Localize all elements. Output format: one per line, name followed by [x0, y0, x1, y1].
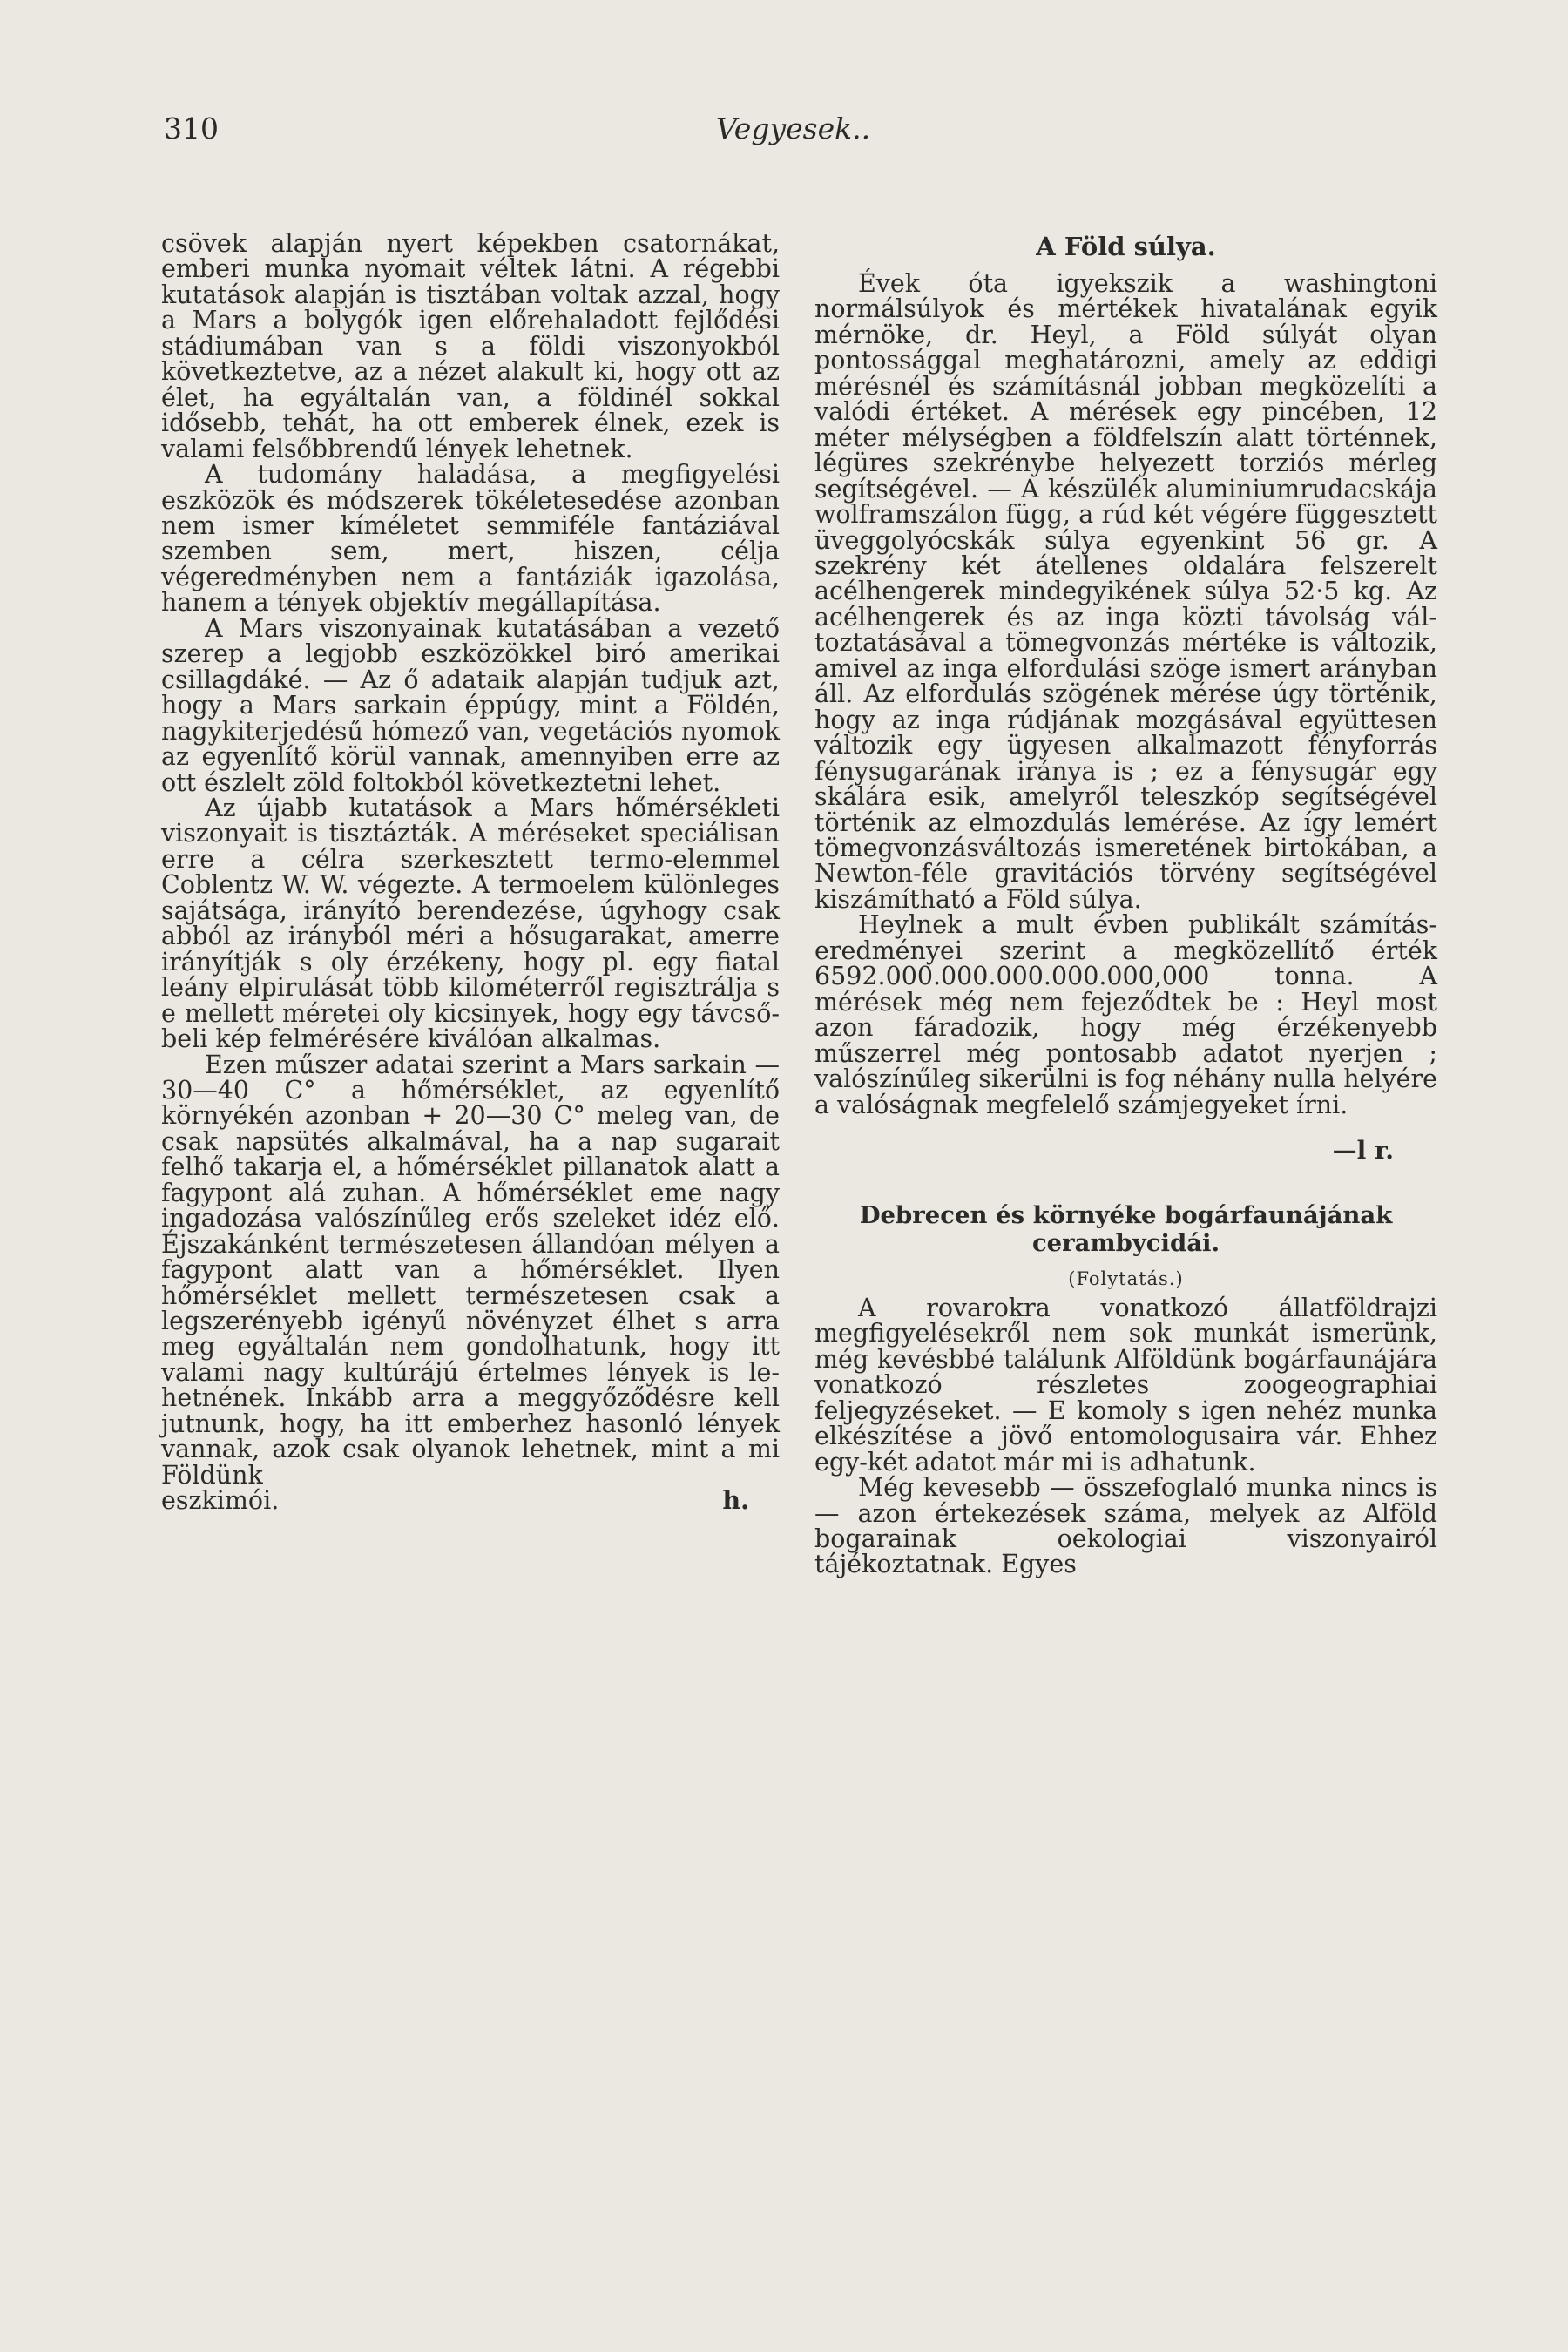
- author-signature: —l r.: [1332, 1135, 1394, 1165]
- right-column: [814, 231, 1437, 1578]
- paragraph: csövek alapján nyert képekben csatornákat, emberi munka nyomait véltek látni. A régebbi kutatások alapján is tisztában voltak azzal, hogy a Mars a bolygók igen előrehaladott fejlődési stádiumában van s a földi viszonyokból következtetve, az a nézet alakult ki, hogy ott az élet, ha egyáltalán van, a földinél sokkal idősebb, tehát, ha ott emberek élnek, ezek is valami felsőbbrendű lények lehetnek.: [161, 229, 780, 463]
- closing-line: [161, 1485, 780, 1516]
- running-head: [0, 112, 1568, 164]
- paragraph: Heylnek a mult évben publikált számítás-eredményei szerint a megközellítő érték 6592.000.000.000.000.000,000 tonna. A mérések még nem fejeződtek be : Heyl most azon fáradozik, hogy még érzékenyebb műszerrel még pontosabb adatot nyerjen ; valószínűleg sikerülni is fog néhány nulla helyére a valóságnak megfelelő számjegyeket írni.: [814, 910, 1437, 1119]
- section-title: A Föld súlya.: [1036, 232, 1216, 261]
- paragraph: A rovarokra vonatkozó állatföldrajzi megfigyelésekről nem sok munkát ismerünk, még kevésbbé találunk Alföldünk bogárfaunájára vonatkozó részletes zoogeographiai feljegyzéseket. — E komoly s igen nehéz munka elkészítése a jövő entomologusaira vár. Ehhez egy-két adatot már mi is adhatunk.: [814, 1293, 1437, 1477]
- paragraph: Még kevesebb — összefoglaló munka nincs is — azon értekezések száma, melyek az Alföld bogarainak oekologiai viszonyairól tájékoztatnak. Egyes: [814, 1473, 1437, 1579]
- section-title: Debrecen és környéke bogárfaunájának cerambycidái.: [859, 1200, 1393, 1257]
- paragraph: Ezen műszer adatai szerint a Mars sarkain — 30—40 C° a hőmérséklet, az egyenlítő környékén azonban + 20—30 C° meleg van, de csak napsütés alkalmával, ha a nap sugarait felhő takarja el, a hőmérséklet pillanatok alatt a fagypont alá zuhan. A hőmérséklet eme nagy ingadozása valószínűleg erős szeleket idéz elő. Éjszakánként természetesen állandóan mélyen a fagypont alatt van a hőmérséklet. Ilyen hőmérséklet mellett természetesen csak a legszerényebb igényű növényzet élhet s arra meg egyáltalán nem gondolhatunk, hogy itt valami nagy kultúrájú értelmes lények is lehetnének. Inkább arra a meggyőződésre kell jutnunk, hogy, ha itt emberhez hasonló lények vannak, azok csak olyanok lehetnek, mint a mi Földünk: [161, 1050, 780, 1490]
- section-subtitle: (Folytatás.): [1068, 1267, 1184, 1289]
- page-number: 310: [164, 112, 219, 145]
- paragraph: Évek óta igyekszik a washingtoni normálsúlyok és mértékek hivatalának egyik mérnöke, dr. Heyl, a Föld súlyát olyan pontossággal meghatározni, amely az eddigi mérésnél és számításnál jobban megközelíti a valódi értéket. A mérések egy pincében, 12 méter mélységben a földfelszín alatt történnek, légüres szekrénybe helyezett torziós mérleg segítségével. — A készülék aluminiumrudacskája wolframszálon függ, a rúd két végére függesztett üveggolyócskák súlya egyenkint 56 gr. A szekrény két átellenes oldalára felszerelt acélhengerek mindegyikének súlya 52·5 kg. Az acélhengerek és az inga közti távolság változtatásával a tömegvonzás mértéke is változik, amivel az inga elfordulási szöge ismert arányban áll. Az elfordulás szögének mérése úgy történik, hogy az inga rúdjának mozgásával együttesen változik egy ügyesen alkalmazott fényforrás fénysugarának iránya is ; ez a fénysugár egy skálára esik, amelyről teleszkóp segítségével történik az elmozdulás lemérése. Az így lemért tömegvonzásváltozás ismeretének birtokában, a Newton-féle gravitációs törvény segítségével kiszámítható a Föld súlya.: [814, 269, 1437, 914]
- paragraph: Az újabb kutatások a Mars hőmérsékleti viszonyait is tisztázták. A méréseket speciálisan erre a célra szerkesztett termo-elemmel Coblentz W. W. végezte. A termoelem különleges sajátsága, irányító berendezése, úgyhogy csak abból az irányból méri a hősugarakat, amerre irányítják s oly érzékeny, hogy pl. egy fiatal leány elpirulását több kilométerről regisztrálja s e mellett méretei oly kicsinyek, hogy egy távcsőbeli kép felmérésére kiválóan alkalmas.: [161, 793, 780, 1054]
- paragraph: A tudomány haladása, a megfigyelési eszközök és módszerek tökéletesedése azonban nem ismer kíméletet semmiféle fantáziával szemben sem, mert, hiszen, célja végeredményben nem a fantáziák igazolása, hanem a tények objektív megállapítása.: [161, 460, 780, 618]
- closing-text: eszkimói.: [161, 1486, 280, 1516]
- paragraph: A Mars viszonyainak kutatásában a vezető szerep a legjobb eszközökkel biró amerikai csillagdáké. — Az ő adataik alapján tudjuk azt, hogy a Mars sarkain éppúgy, mint a Földén, nagykiterjedésű hómező van, vegetációs nyomok az egyenlítő körül vannak, amennyiben erre az ott észlelt zöld foltokból következtetni lehet.: [161, 613, 780, 797]
- left-column: [161, 231, 780, 1514]
- author-signature: h.: [722, 1485, 749, 1516]
- running-title: Vegyesek..: [716, 112, 871, 145]
